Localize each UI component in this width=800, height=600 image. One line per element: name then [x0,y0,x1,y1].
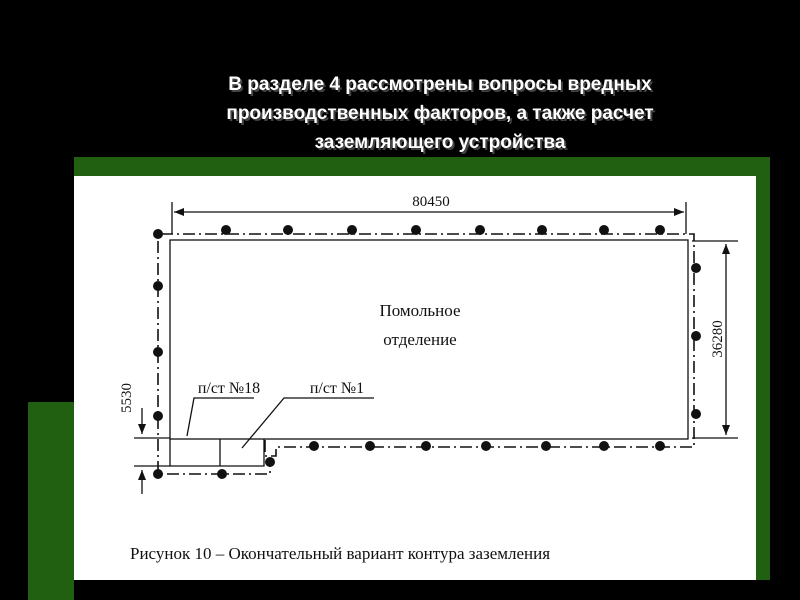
grounding-diagram [74,176,756,580]
grounding-electrode [217,469,227,479]
grounding-electrode [411,225,421,235]
grounding-electrode [265,457,275,467]
decor-green-block-left [28,402,74,600]
dim-offset-arrowhead-top [138,424,146,434]
grounding-electrode [309,441,319,451]
dim-offset-label: 5530 [119,383,135,413]
substation-block [170,439,264,466]
grounding-electrode [153,281,163,291]
leader-substation-1 [242,398,374,448]
dim-height-arrow-top [722,244,730,254]
grounding-electrode [153,229,163,239]
decor-green-band-right [756,157,770,580]
dim-length-arrow-left [174,208,184,216]
grounding-electrode [481,441,491,451]
substation-1-label: п/ст №1 [309,380,365,397]
grounding-electrode [153,469,163,479]
grounding-electrode [421,441,431,451]
slide-title-line-1: В разделе 4 рассмотрены вопросы вредных [228,74,652,95]
grounding-diagram-figure [74,176,756,580]
dim-height-arrow-bottom [722,425,730,435]
leader-substation-18 [187,398,254,436]
grounding-electrode [599,441,609,451]
grounding-electrode [655,441,665,451]
grounding-electrodes [153,225,701,479]
grounding-electrode [599,225,609,235]
room-name-line-1: Помольное [379,301,461,320]
slide-title-line-2: производственных факторов, а также расчет [226,103,654,124]
grounding-electrode [365,441,375,451]
grounding-electrode [655,225,665,235]
grounding-electrode [153,411,163,421]
grounding-electrode [347,225,357,235]
grounding-contour [158,234,694,474]
dim-length-label: 80450 [412,194,450,210]
grounding-electrode [691,409,701,419]
dim-offset-arrowhead-bottom [138,470,146,480]
figure-caption: Рисунок 10 – Окончательный вариант контура заземления [130,544,551,563]
room-name-line-2: отделение [383,330,457,349]
dim-height-label: 36280 [710,320,726,358]
substation-18-label: п/ст №18 [197,380,261,397]
grounding-electrode [537,225,547,235]
grounding-electrode [691,263,701,273]
grounding-electrode [283,225,293,235]
slide-title-line-3: заземляющего устройства [314,132,566,153]
grounding-electrode [475,225,485,235]
slide-title [120,70,760,157]
grounding-electrode [153,347,163,357]
grounding-electrode [221,225,231,235]
grounding-electrode [541,441,551,451]
grounding-electrode [691,331,701,341]
dim-length-arrow-right [674,208,684,216]
